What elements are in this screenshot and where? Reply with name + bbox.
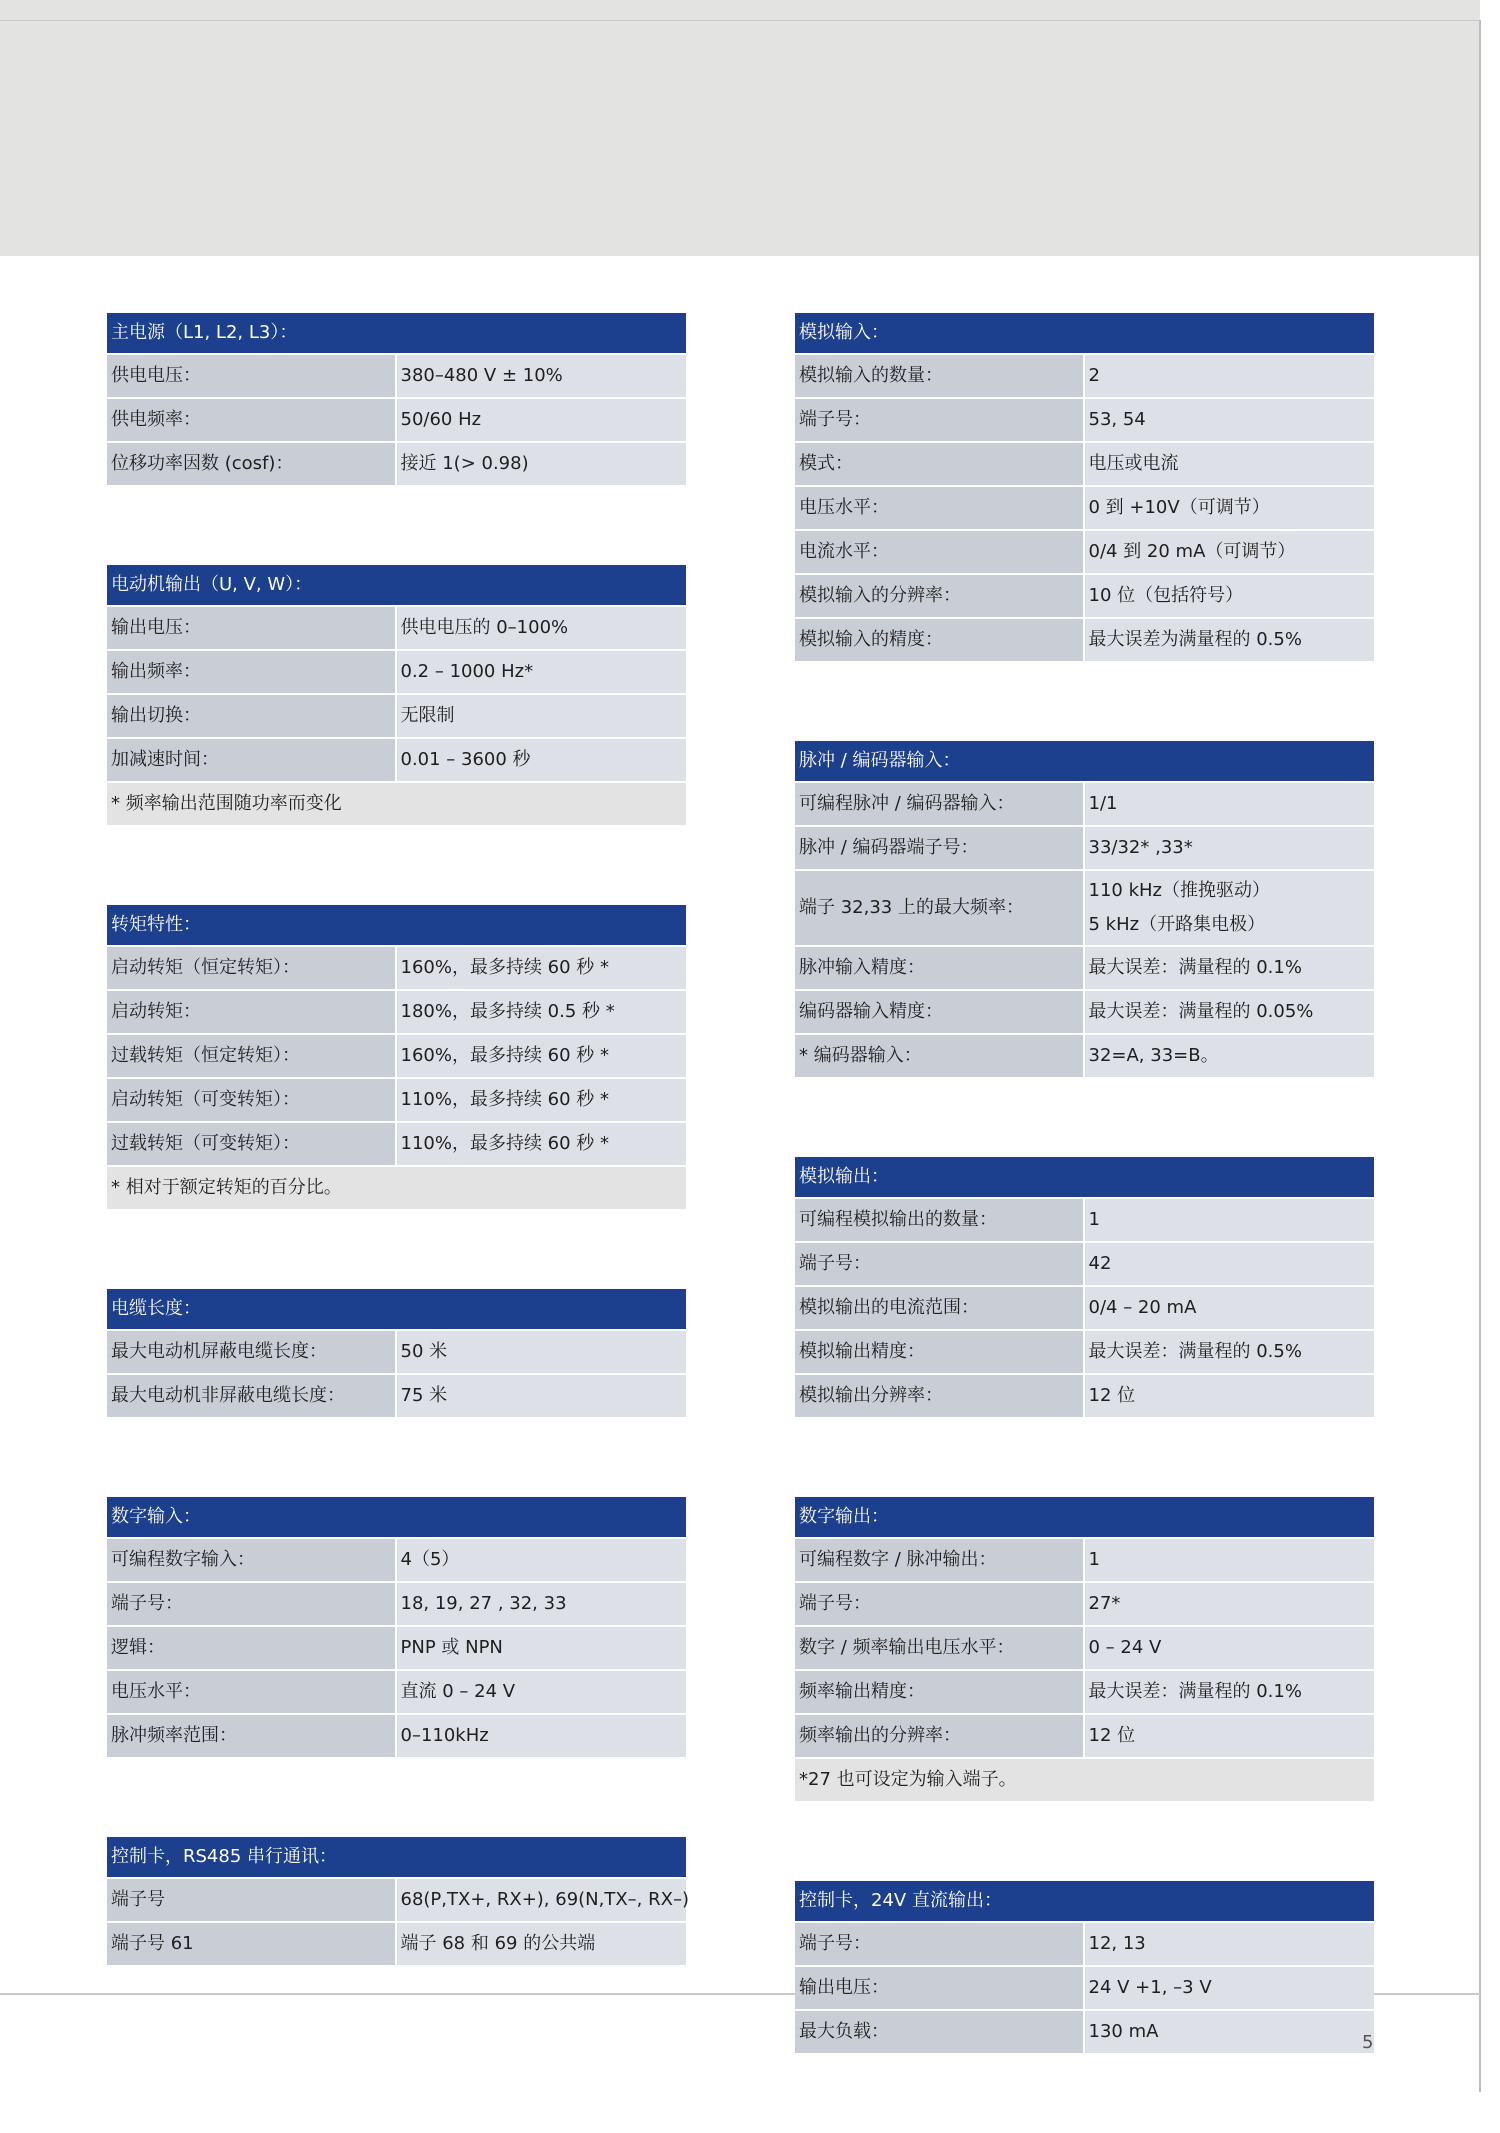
spec-section <box>107 565 686 827</box>
spec-value: 180%，最多持续 0.5 秒 * <box>397 991 687 1035</box>
spec-label: 最大电动机非屏蔽电缆长度： <box>107 1375 397 1419</box>
spec-value: 1 <box>1085 1199 1375 1243</box>
spec-row <box>107 1923 686 1967</box>
spec-row <box>107 947 686 991</box>
spec-row <box>795 1035 1374 1079</box>
spec-row <box>107 1539 686 1583</box>
spec-value: 75 米 <box>397 1375 687 1419</box>
spec-section <box>107 1289 686 1419</box>
spec-label: 频率输出的分辨率： <box>795 1715 1085 1759</box>
spec-label: 供电频率： <box>107 399 397 443</box>
spec-table <box>795 313 1374 663</box>
section-title: 模拟输入： <box>795 313 1374 355</box>
spec-value: 5 kHz（开路集电极） <box>1088 914 1266 935</box>
spec-label: 端子号 <box>107 1879 397 1923</box>
spec-value: 最大误差：满量程的 0.05% <box>1085 991 1375 1035</box>
spec-row <box>795 1715 1374 1759</box>
spec-table <box>107 1289 686 1419</box>
section-title: 数字输出： <box>795 1497 1374 1539</box>
spec-label: 脉冲输入精度： <box>795 947 1085 991</box>
spec-label: 脉冲频率范围： <box>107 1715 397 1759</box>
spec-label: 电压水平： <box>795 487 1085 531</box>
page-edge-right <box>1479 20 1481 2092</box>
spec-label: 端子号： <box>107 1583 397 1627</box>
spec-table <box>107 1497 686 1759</box>
spec-label: 端子号 61 <box>107 1923 397 1967</box>
spec-row <box>107 355 686 399</box>
spec-table <box>107 565 686 827</box>
section-title: 模拟输出： <box>795 1157 1374 1199</box>
spec-value: 0–110kHz <box>397 1715 687 1759</box>
spec-value: 1/1 <box>1085 783 1375 827</box>
spec-row <box>795 947 1374 991</box>
spec-label: 端子 32,33 上的最大频率： <box>795 871 1085 947</box>
spec-label: 端子号： <box>795 1583 1085 1627</box>
spec-section <box>107 905 686 1211</box>
spec-label: 电压水平： <box>107 1671 397 1715</box>
spec-value: 110%，最多持续 60 秒 * <box>397 1123 687 1167</box>
spec-value-group <box>1085 871 1375 947</box>
spec-label: 启动转矩（恒定转矩）： <box>107 947 397 991</box>
spec-value: 12 位 <box>1085 1715 1375 1759</box>
right-column <box>795 313 1374 2133</box>
spec-section <box>107 313 686 487</box>
spec-label: 逻辑： <box>107 1627 397 1671</box>
spec-label: 可编程数字输入： <box>107 1539 397 1583</box>
spec-row <box>795 1331 1374 1375</box>
left-column <box>107 313 689 2045</box>
spec-value: 端子 68 和 69 的公共端 <box>397 1923 687 1967</box>
spec-label: 编码器输入精度： <box>795 991 1085 1035</box>
spec-table <box>795 1157 1374 1419</box>
spec-value: 0 到 +10V（可调节） <box>1085 487 1375 531</box>
section-title: 控制卡，24V 直流输出： <box>795 1881 1374 1923</box>
spec-table <box>795 1881 1374 2055</box>
spec-section <box>795 313 1374 663</box>
spec-row <box>107 1627 686 1671</box>
spec-value: 12, 13 <box>1085 1923 1375 1967</box>
spec-label: 输出切换： <box>107 695 397 739</box>
spec-value: 0.2 – 1000 Hz* <box>397 651 687 695</box>
spec-label: 电流水平： <box>795 531 1085 575</box>
spec-value: 68(P,TX+, RX+), 69(N,TX–, RX–) <box>397 1879 687 1923</box>
spec-value: 0 – 24 V <box>1085 1627 1375 1671</box>
spec-value: 0/4 到 20 mA（可调节） <box>1085 531 1375 575</box>
spec-value: 32=A, 33=B。 <box>1085 1035 1375 1079</box>
spec-row <box>107 1035 686 1079</box>
spec-value: 27* <box>1085 1583 1375 1627</box>
spec-label: 启动转矩： <box>107 991 397 1035</box>
spec-label: 输出频率： <box>107 651 397 695</box>
spec-label: 数字 / 频率输出电压水平： <box>795 1627 1085 1671</box>
footnote: * 相对于额定转矩的百分比。 <box>107 1167 686 1211</box>
spec-value: 1 <box>1085 1539 1375 1583</box>
spec-row <box>795 1287 1374 1331</box>
spec-section <box>795 741 1374 1079</box>
spec-label: 模拟输入的精度： <box>795 619 1085 663</box>
spec-section <box>795 1881 1374 2055</box>
spec-row <box>107 1079 686 1123</box>
spec-row <box>795 1243 1374 1287</box>
spec-row <box>107 651 686 695</box>
spec-section <box>107 1837 689 1967</box>
spec-section <box>107 1497 686 1759</box>
spec-row <box>795 871 1374 947</box>
spec-label: 脉冲 / 编码器端子号： <box>795 827 1085 871</box>
spec-row <box>107 739 686 783</box>
spec-label: 端子号： <box>795 1923 1085 1967</box>
spec-value: 10 位（包括符号） <box>1085 575 1375 619</box>
spec-row <box>795 1967 1374 2011</box>
spec-row <box>107 1331 686 1375</box>
spec-label: 过载转矩（恒定转矩）： <box>107 1035 397 1079</box>
page-frame-top <box>0 20 1480 21</box>
section-title: 电动机输出（U, V, W）： <box>107 565 686 607</box>
spec-row <box>107 695 686 739</box>
spec-row <box>795 399 1374 443</box>
spec-row <box>107 1879 686 1923</box>
spec-label: 启动转矩（可变转矩）： <box>107 1079 397 1123</box>
spec-row <box>795 355 1374 399</box>
spec-row <box>795 1375 1374 1419</box>
spec-value: 接近 1(> 0.98) <box>397 443 687 487</box>
header-band <box>0 0 1480 256</box>
spec-value: 53, 54 <box>1085 399 1375 443</box>
spec-label: 最大负载： <box>795 2011 1085 2055</box>
spec-section <box>795 1497 1374 1803</box>
page-number: 5 <box>1362 2032 1374 2053</box>
spec-label: 端子号： <box>795 399 1085 443</box>
spec-label: 模拟输出的电流范围： <box>795 1287 1085 1331</box>
spec-row <box>107 399 686 443</box>
section-title: 转矩特性： <box>107 905 686 947</box>
spec-value: 最大误差：满量程的 0.5% <box>1085 1331 1375 1375</box>
spec-value: 2 <box>1085 355 1375 399</box>
spec-value: 50 米 <box>397 1331 687 1375</box>
spec-label: 模拟输出精度： <box>795 1331 1085 1375</box>
spec-table <box>107 1837 689 1967</box>
spec-section <box>795 1157 1374 1419</box>
spec-label: 最大电动机屏蔽电缆长度： <box>107 1331 397 1375</box>
spec-row <box>795 443 1374 487</box>
spec-row <box>107 1123 686 1167</box>
section-title: 控制卡，RS485 串行通讯： <box>107 1837 686 1879</box>
spec-value: 最大误差：满量程的 0.1% <box>1085 1671 1375 1715</box>
spec-value: 直流 0 – 24 V <box>397 1671 687 1715</box>
spec-label: 可编程模拟输出的数量： <box>795 1199 1085 1243</box>
spec-label: 模拟输入的数量： <box>795 355 1085 399</box>
spec-row <box>795 575 1374 619</box>
spec-label: 输出电压： <box>107 607 397 651</box>
spec-row <box>795 783 1374 827</box>
spec-value: 电压或电流 <box>1085 443 1375 487</box>
spec-value: 160%，最多持续 60 秒 * <box>397 947 687 991</box>
spec-row <box>795 619 1374 663</box>
spec-row <box>107 607 686 651</box>
spec-row <box>795 1199 1374 1243</box>
spec-value: 0/4 – 20 mA <box>1085 1287 1375 1331</box>
footnote: * 频率输出范围随功率而变化 <box>107 783 686 827</box>
spec-row <box>107 443 686 487</box>
spec-value: PNP 或 NPN <box>397 1627 687 1671</box>
spec-value: 24 V +1, –3 V <box>1085 1967 1375 2011</box>
spec-row <box>107 991 686 1035</box>
spec-row <box>795 1923 1374 1967</box>
section-title: 主电源（L1, L2, L3）： <box>107 313 686 355</box>
spec-value: 160%，最多持续 60 秒 * <box>397 1035 687 1079</box>
spec-value: 18, 19, 27 , 32, 33 <box>397 1583 687 1627</box>
spec-value: 最大误差为满量程的 0.5% <box>1085 619 1375 663</box>
spec-row <box>795 991 1374 1035</box>
section-title: 电缆长度： <box>107 1289 686 1331</box>
spec-row <box>107 1715 686 1759</box>
spec-row <box>107 1375 686 1419</box>
spec-value: 供电电压的 0–100% <box>397 607 687 651</box>
spec-label: 位移功率因数 (cosf)： <box>107 443 397 487</box>
spec-value: 42 <box>1085 1243 1375 1287</box>
spec-value: 130 mA <box>1085 2011 1375 2055</box>
spec-label: 可编程数字 / 脉冲输出： <box>795 1539 1085 1583</box>
spec-row <box>795 531 1374 575</box>
spec-label: * 编码器输入： <box>795 1035 1085 1079</box>
spec-value: 50/60 Hz <box>397 399 687 443</box>
spec-label: 可编程脉冲 / 编码器输入： <box>795 783 1085 827</box>
spec-table <box>795 1497 1374 1803</box>
spec-value: 无限制 <box>397 695 687 739</box>
spec-row <box>795 1539 1374 1583</box>
spec-label: 模拟输出分辨率： <box>795 1375 1085 1419</box>
spec-row <box>795 487 1374 531</box>
spec-value: 110%，最多持续 60 秒 * <box>397 1079 687 1123</box>
spec-row <box>795 1583 1374 1627</box>
spec-label: 过载转矩（可变转矩）： <box>107 1123 397 1167</box>
spec-row <box>107 1583 686 1627</box>
spec-value: 最大误差：满量程的 0.1% <box>1085 947 1375 991</box>
spec-value: 33/32* ,33* <box>1085 827 1375 871</box>
spec-value: 12 位 <box>1085 1375 1375 1419</box>
footnote: *27 也可设定为输入端子。 <box>795 1759 1374 1803</box>
spec-row <box>795 2011 1374 2055</box>
section-title: 数字输入： <box>107 1497 686 1539</box>
spec-value: 380–480 V ± 10% <box>397 355 687 399</box>
spec-row <box>795 1671 1374 1715</box>
spec-row <box>795 1627 1374 1671</box>
spec-label: 供电电压： <box>107 355 397 399</box>
spec-value: 110 kHz（推挽驱动） <box>1088 880 1270 901</box>
spec-label: 端子号： <box>795 1243 1085 1287</box>
spec-row <box>795 827 1374 871</box>
spec-table <box>795 741 1374 1079</box>
spec-table <box>107 905 686 1211</box>
section-title: 脉冲 / 编码器输入： <box>795 741 1374 783</box>
spec-value: 0.01 – 3600 秒 <box>397 739 687 783</box>
spec-label: 模拟输入的分辨率： <box>795 575 1085 619</box>
spec-row <box>107 1671 686 1715</box>
spec-label: 输出电压： <box>795 1967 1085 2011</box>
spec-label: 模式： <box>795 443 1085 487</box>
spec-value: 4（5） <box>397 1539 687 1583</box>
spec-table <box>107 313 686 487</box>
spec-label: 频率输出精度： <box>795 1671 1085 1715</box>
spec-label: 加减速时间： <box>107 739 397 783</box>
